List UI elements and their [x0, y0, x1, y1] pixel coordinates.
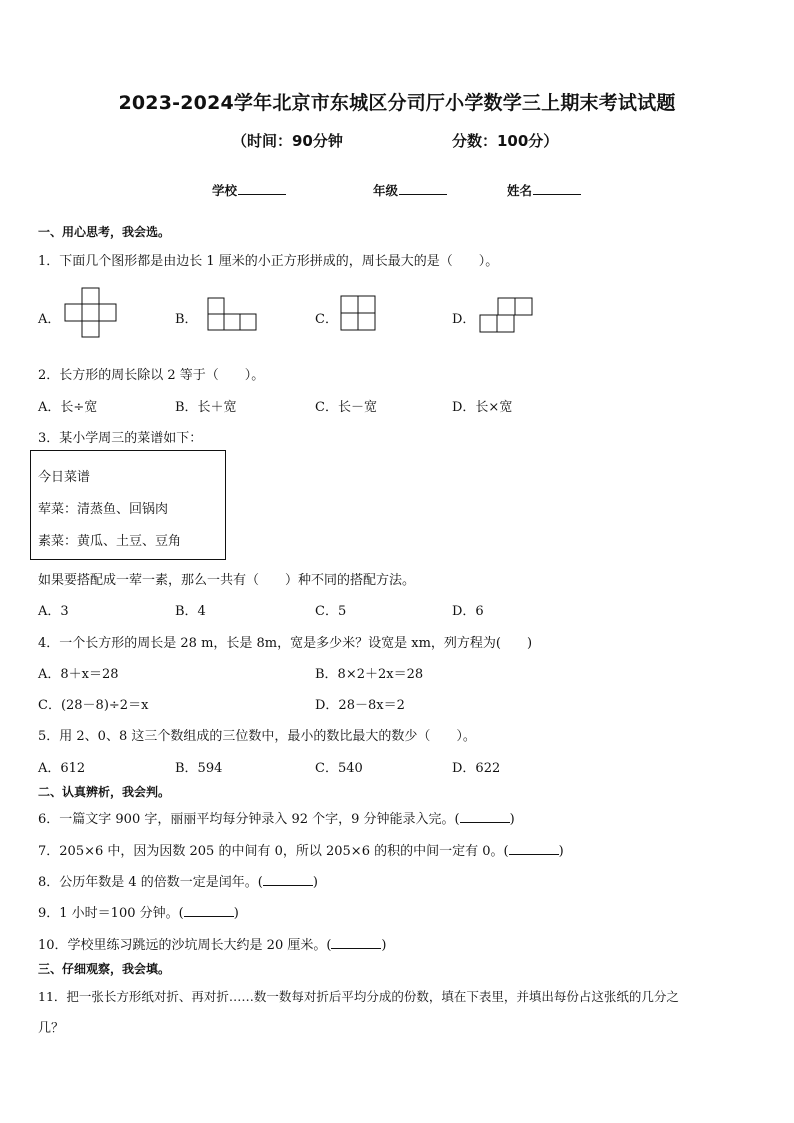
section-1-heading: 一、用心思考，我会选。: [38, 225, 171, 239]
page-title: 2023-2024学年北京市东城区分司厅小学数学三上期末考试试题: [118, 92, 676, 114]
question-3: 3．某小学周三的菜谱如下：: [38, 431, 203, 446]
q10-answer-blank[interactable]: [331, 936, 381, 949]
q5-option-b[interactable]: B．594: [175, 761, 223, 776]
question-6: 6．一篇文字 900 字，丽丽平均每分钟录入 92 个字，9 分钟能录入完。( ): [38, 812, 515, 827]
menu-title: 今日菜谱: [38, 470, 91, 485]
q1-option-d[interactable]: D．: [452, 312, 476, 327]
q1-option-c[interactable]: C．: [315, 312, 338, 327]
school-field[interactable]: 学校: [212, 181, 286, 199]
q2-option-c[interactable]: C．长－宽: [315, 400, 377, 415]
q1-option-a[interactable]: A．: [38, 312, 61, 327]
q1-figure-c: [341, 296, 375, 330]
menu-box: [30, 450, 226, 560]
question-1: 1．下面几个图形都是由边长 1 厘米的小正方形拼成的，周长最大的是（ ）。: [38, 254, 499, 269]
q3-option-d[interactable]: D．6: [452, 604, 484, 619]
q1-figure-d: [480, 298, 532, 332]
grade-field[interactable]: 年级: [373, 181, 447, 199]
question-11-line-2: 几？: [38, 1021, 65, 1036]
q4-option-c[interactable]: C．(28－8)÷2＝x: [38, 698, 149, 713]
q1-figure-a: [65, 288, 117, 337]
q9-answer-blank[interactable]: [184, 904, 234, 917]
question-11-line-1: 11．把一张长方形纸对折、再对折……数一数每对折后平均分成的份数，填在下表里，并填出每份占这张纸的几分之: [38, 989, 679, 1004]
q4-option-b[interactable]: B．8×2＋2x＝28: [315, 667, 424, 682]
q4-option-d[interactable]: D．28－8x＝2: [315, 698, 405, 713]
exam-time: （时间：90分钟: [232, 132, 343, 150]
section-3-heading: 三、仔细观察，我会填。: [38, 962, 171, 976]
question-9: 9．1 小时＝100 分钟。( ): [38, 906, 239, 921]
q1-option-b[interactable]: B．: [175, 312, 198, 327]
q2-option-b[interactable]: B．长＋宽: [175, 400, 237, 415]
q5-option-c[interactable]: C．540: [315, 761, 363, 776]
question-5: 5．用 2、0、8 这三个数组成的三位数中，最小的数比最大的数少（ ）。: [38, 729, 476, 744]
q5-option-d[interactable]: D．622: [452, 761, 501, 776]
q3-option-b[interactable]: B．4: [175, 604, 206, 619]
q4-option-a[interactable]: A．8＋x＝28: [38, 667, 119, 682]
question-7: 7．205×6 中，因为因数 205 的中间有 0，所以 205×6 的积的中间一定有 0。( ): [38, 844, 564, 859]
question-4: 4．一个长方形的周长是 28 m，长是 8m，宽是多少米？设宽是 xm，列方程为( ): [38, 636, 533, 651]
name-field[interactable]: 姓名: [507, 181, 581, 199]
question-2: 2．长方形的周长除以 2 等于（ ）。: [38, 368, 265, 383]
section-2-heading: 二、认真辨析，我会判。: [38, 785, 171, 799]
menu-meat: 荤菜：清蒸鱼、回锅肉: [38, 502, 169, 517]
q1-figure-b: [208, 298, 256, 330]
question-10: 10．学校里练习跳远的沙坑周长大约是 20 厘米。( ): [38, 938, 387, 953]
exam-score: 分数：100分）: [452, 132, 559, 150]
q5-option-a[interactable]: A．612: [38, 761, 86, 776]
q3-option-c[interactable]: C．5: [315, 604, 347, 619]
q2-option-d[interactable]: D．长×宽: [452, 400, 513, 415]
menu-vegetable: 素菜：黄瓜、土豆、豆角: [38, 534, 182, 549]
question-8: 8．公历年数是 4 的倍数一定是闰年。( ): [38, 875, 318, 890]
q8-answer-blank[interactable]: [263, 873, 313, 886]
question-3-prompt: 如果要搭配成一荤一素，那么一共有（ ）种不同的搭配方法。: [38, 573, 416, 588]
q2-option-a[interactable]: A．长÷宽: [38, 400, 98, 415]
q6-answer-blank[interactable]: [460, 810, 510, 823]
q3-option-a[interactable]: A．3: [38, 604, 69, 619]
q7-answer-blank[interactable]: [509, 842, 559, 855]
